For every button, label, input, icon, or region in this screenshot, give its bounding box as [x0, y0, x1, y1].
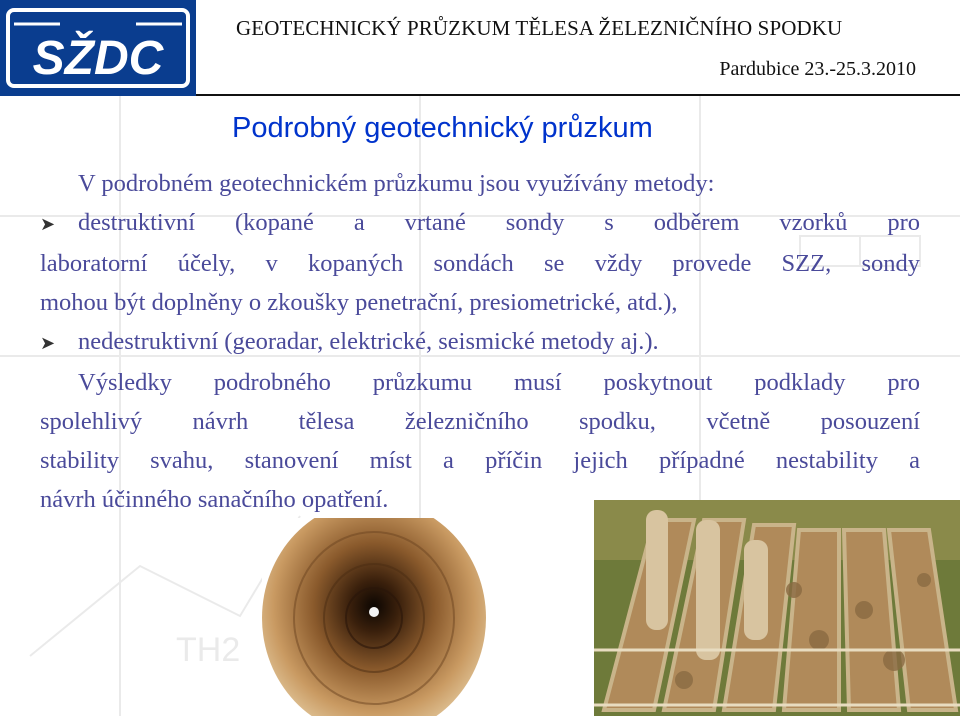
presentation-title: GEOTECHNICKÝ PRŮZKUM TĚLESA ŽELEZNIČNÍHO SPODKU — [236, 16, 843, 40]
header-divider — [196, 94, 960, 96]
slide-title: Podrobný geotechnický průzkum — [232, 112, 653, 144]
bullet-nondestructive — [40, 322, 920, 363]
bullet-destructive-line1: destruktivní (kopané a vrtané sondy s odběrem vzorků pro — [78, 209, 920, 236]
results-line2: spolehlivý návrh tělesa železničního spodku, včetně posouzení — [40, 408, 920, 435]
borehole-image — [262, 518, 487, 716]
slide-body — [40, 164, 920, 519]
results-line4: návrh účinného sanačního opatření. — [40, 486, 389, 513]
bullet-destructive-line3: mohou být doplněny o zkoušky penetrační, presiometrické, atd.), — [40, 289, 678, 316]
drawing-label: TH2 — [176, 631, 241, 669]
bullet-destructive-line2: laboratorní účely, v kopaných sondách se vždy provede SZZ, sondy — [40, 250, 920, 277]
logo-text: SŽDC — [32, 32, 164, 85]
bullet-nondestructive-text: nedestruktivní (georadar, elektrické, seismické metody aj.). — [78, 328, 659, 355]
intro-paragraph: V podrobném geotechnickém průzkumu jsou využívány metody: — [78, 170, 715, 197]
szdc-logo — [0, 0, 196, 96]
soil-core-boxes-photo — [594, 500, 960, 716]
logo-graphic — [0, 0, 196, 96]
arrow-bullet-icon: ➤ — [40, 214, 56, 235]
core-boxes-image — [594, 500, 960, 716]
bullet-destructive — [40, 203, 920, 244]
results-line1: Výsledky podrobného průzkumu musí poskytnout podklady pro — [78, 369, 920, 396]
event-location-date: Pardubice 23.-25.3.2010 — [719, 58, 916, 80]
borehole-photo — [262, 518, 487, 716]
arrow-bullet-icon: ➤ — [40, 333, 56, 354]
results-line3: stability svahu, stanovení míst a příčin jejich případné nestability a — [40, 447, 920, 474]
